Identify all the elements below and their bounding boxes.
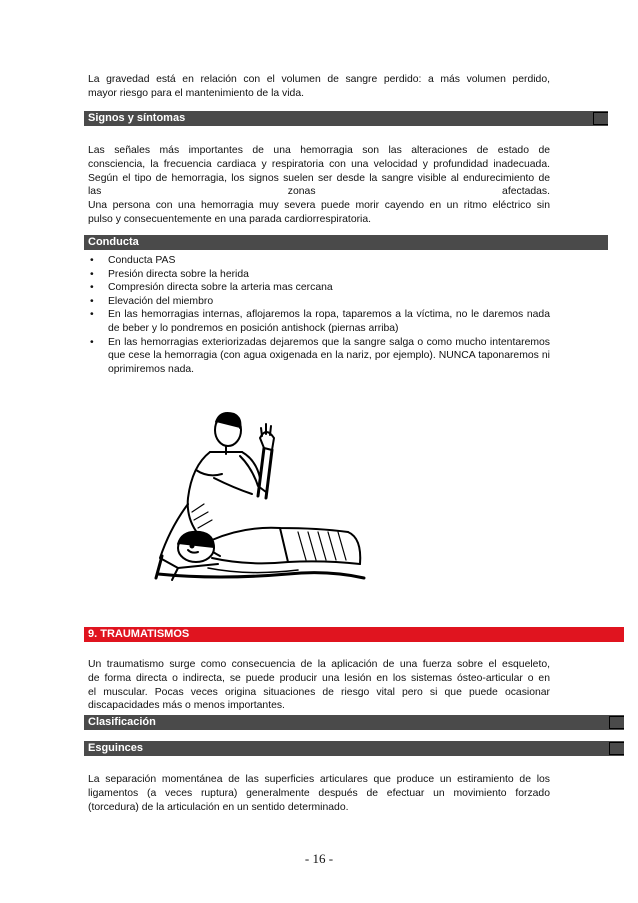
bullet-icon: • <box>90 282 94 294</box>
section-heading-traumatismos <box>84 627 624 642</box>
list-item <box>88 268 550 282</box>
signos-paragraph <box>88 144 550 227</box>
section-heading-clasificacion-label: Clasificación <box>88 716 156 728</box>
traumatismos-line-3: el muscular. Pocas veces origina situaciones de riesgo vital pero si que puede ocasionar <box>88 686 550 698</box>
bullet-icon: • <box>90 295 94 307</box>
list-item-text: Elevación del miembro <box>108 295 214 307</box>
signos-line-1: Las señales más importantes de una hemorragia son las alteraciones de estado de <box>88 145 550 156</box>
bullet-icon: • <box>90 268 94 280</box>
bullet-icon: • <box>90 336 94 348</box>
section-heading-traumatismos-label: 9. TRAUMATISMOS <box>88 628 190 640</box>
section-heading-clasificacion <box>84 715 624 730</box>
section-heading-esguinces-label: Esguinces <box>88 742 144 754</box>
list-item-text: Presión directa sobre la herida <box>108 268 249 280</box>
traumatismos-paragraph <box>88 658 550 713</box>
esguinces-paragraph <box>88 773 550 814</box>
signos-line-4: las zonas afectadas. <box>88 186 550 198</box>
intro-paragraph <box>88 73 550 101</box>
signos-line-3: Según el tipo de hemorragia, los signos suelen ser desde la sangre visible al endurecimiento de <box>88 172 550 184</box>
section-heading-conducta <box>84 235 608 250</box>
bullet-icon: • <box>90 255 94 266</box>
list-item <box>88 336 550 377</box>
esguinces-line-3: (torcedura) de la articulación en un sentido determinado. <box>88 801 349 813</box>
list-item <box>88 295 550 309</box>
traumatismos-line-2: de forma directa o indirecta, se puede producir una lesión en los sistemas ósteo-articular o en <box>88 672 550 684</box>
list-item-text: Compresión directa sobre la arteria mas cercana <box>108 282 333 294</box>
signos-line-2: consciencia, la frecuencia cardiaca y respiratoria con una velocidad y profundidad inadecuada. <box>88 158 550 170</box>
intro-line-1: La gravedad está en relación con el volumen de sangre perdido: a más volumen perdido, <box>88 74 550 85</box>
section-heading-esguinces <box>84 741 624 756</box>
list-item <box>88 254 550 268</box>
section-heading-signos <box>84 111 608 126</box>
section-heading-signos-label: Signos y síntomas <box>88 112 186 124</box>
bullet-icon: • <box>90 309 94 321</box>
intro-line-2: mayor riesgo para el mantenimiento de la vida. <box>88 87 305 99</box>
list-item <box>88 281 550 295</box>
traumatismos-line-4: discapacidades más o menos importantes. <box>88 700 285 712</box>
esguinces-line-1: La separación momentánea de las superficies articulares que produce un estiramiento de los <box>88 774 550 785</box>
list-item-text: Conducta PAS <box>108 255 176 266</box>
esguinces-line-2: ligamentos (a veces ruptura) generalmente después de efectuar un movimiento forzado <box>88 787 550 799</box>
first-aid-illustration <box>148 408 366 582</box>
signos-line-6: pulso y consecuentemente en una parada cardiorrespiratoria. <box>88 213 372 225</box>
list-item-text: En las hemorragias internas, aflojaremos la ropa, taparemos a la víctima, no le daremos nada de beber y lo pondremos en posición antishock (piernas arriba) <box>108 309 550 334</box>
conducta-list <box>88 254 550 376</box>
section-heading-conducta-label: Conducta <box>88 236 139 248</box>
signos-line-5: Una persona con una hemorragia muy severa puede morir cayendo en un ritmo eléctrico sin <box>88 200 550 212</box>
list-item <box>88 308 550 335</box>
traumatismos-line-1: Un traumatismo surge como consecuencia de la aplicación de una fuerza sobre el esqueleto, <box>88 659 550 670</box>
list-item-text: En las hemorragias exteriorizadas dejaremos que la sangre salga o como mucho intentaremos que cese la hemorragia (con agua oxigenada en la nariz, por ejemplo). NUNCA taponaremos ni oprimiremos nada. <box>108 336 550 375</box>
page-number: - 16 - <box>304 851 334 866</box>
